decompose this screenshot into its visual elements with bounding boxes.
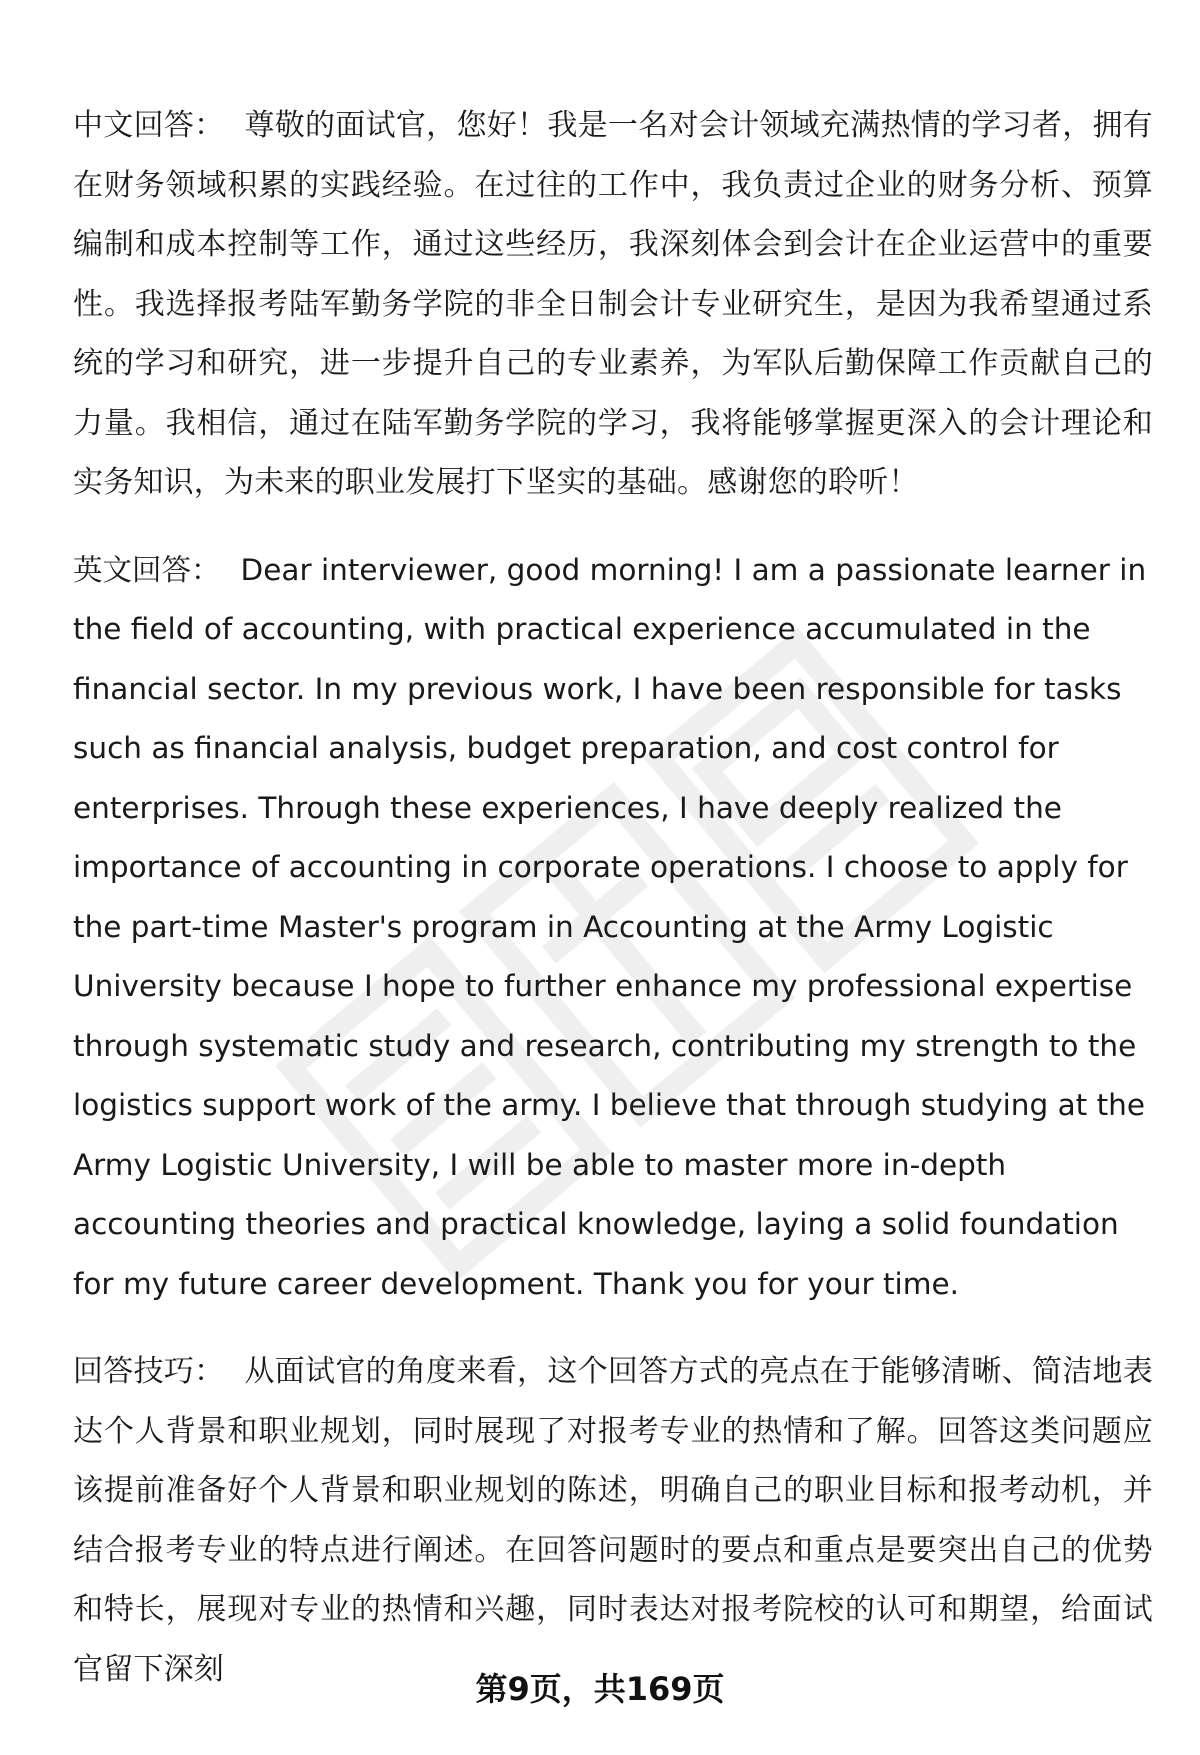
page-number: 第9页，共169页	[475, 1670, 725, 1708]
english-answer-paragraph	[73, 541, 1153, 1315]
chinese-answer-label: 中文回答：	[73, 108, 225, 143]
answer-tips-paragraph	[73, 1342, 1153, 1699]
document-body	[73, 96, 1153, 1699]
answer-tips-label: 回答技巧：	[73, 1354, 225, 1389]
english-answer-label: 英文回答：	[73, 552, 221, 587]
english-answer-text: Dear interviewer, good morning! I am a passionate learner in the field of accounting, with practical experience accumulated in the financial sector. In my previous work, I have been responsible for tasks such as financial analysis, budget preparation, and cost control for enterprises. Through these experiences, I have deeply realized the importance of accounting in corporate operations. I choose to apply for the part-time Master's program in Accounting at the Army Logistic University because I hope to further enhance my professional expertise through systematic study and research, contributing my strength to the logistics support work of the army. I believe that through studying at the Army Logistic University, I will be able to master more in-depth accounting theories and practical knowledge, laying a solid foundation for my future career development. Thank you for your time.	[73, 552, 1147, 1301]
chinese-answer-text: 尊敬的面试官，您好！我是一名对会计领域充满热情的学习者，拥有在财务领域积累的实践经验。在过往的工作中，我负责过企业的财务分析、预算编制和成本控制等工作，通过这些经历，我深刻体会到会计在企业运营中的重要性。我选择报考陆军勤务学院的非全日制会计专业研究生，是因为我希望通过系统的学习和研究，进一步提升自己的专业素养，为军队后勤保障工作贡献自己的力量。我相信，通过在陆军勤务学院的学习，我将能够掌握更深入的会计理论和实务知识，为未来的职业发展打下坚实的基础。感谢您的聆听！	[73, 108, 1154, 500]
chinese-answer-paragraph	[73, 96, 1153, 513]
answer-tips-text: 从面试官的角度来看，这个回答方式的亮点在于能够清晰、简洁地表达个人背景和职业规划，同时展现了对报考专业的热情和了解。回答这类问题应该提前准备好个人背景和职业规划的陈述，明确自己的职业目标和报考动机，并结合报考专业的特点进行阐述。在回答问题时的要点和重点是要突出自己的优势和特长，展现对专业的热情和兴趣，同时表达对报考院校的认可和期望，给面试官留下深刻	[73, 1354, 1154, 1687]
